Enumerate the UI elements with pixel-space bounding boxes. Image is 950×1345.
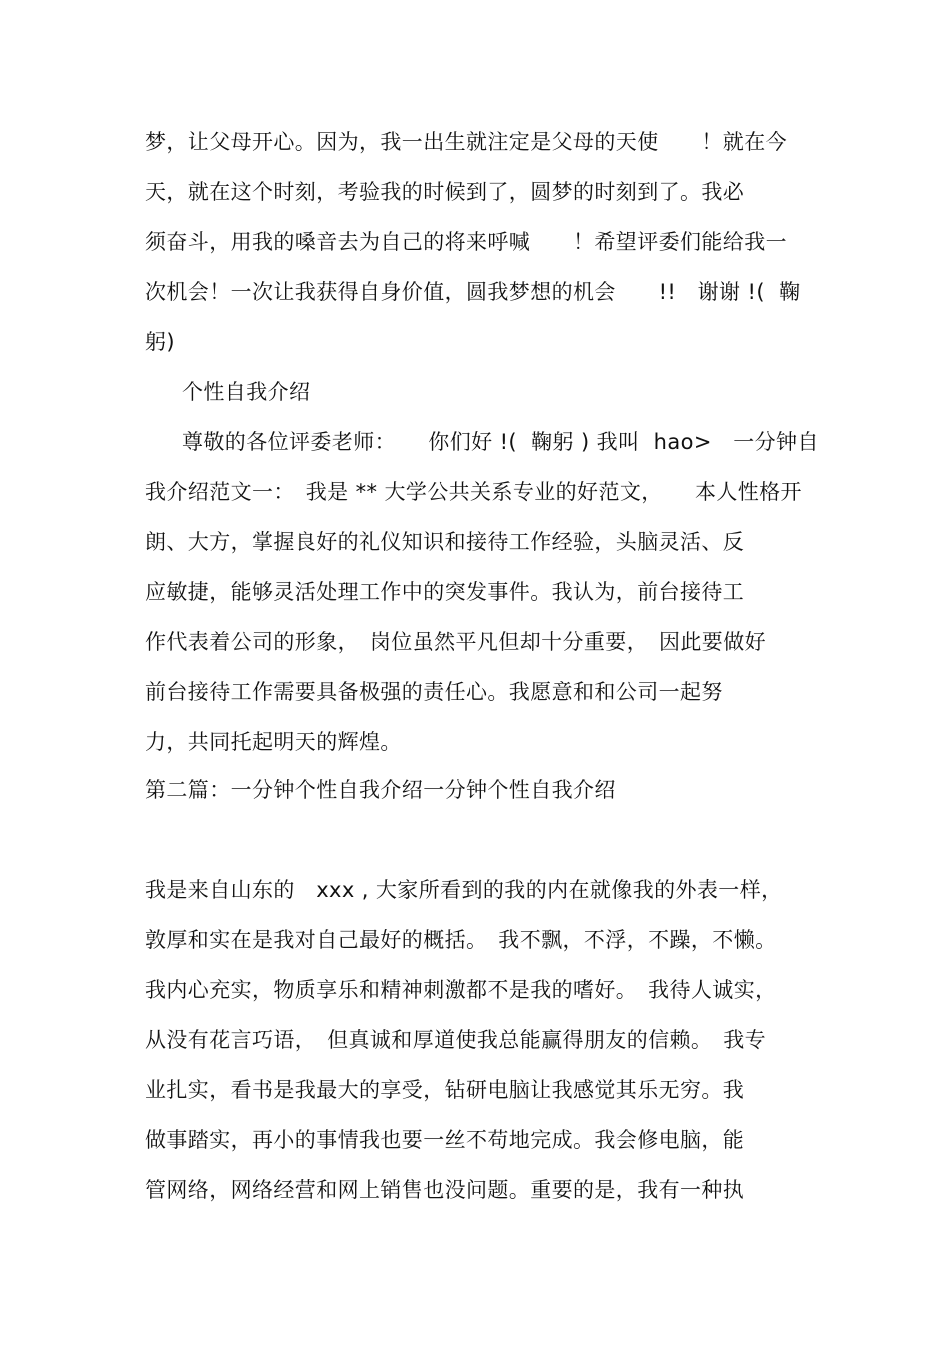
text-line: 我介绍范文一： 我是 ** 大学公共关系专业的好范文， 本人性格开 <box>145 480 802 504</box>
text-line: 应敏捷，能够灵活处理工作中的突发事件。我认为，前台接待工 <box>145 580 745 604</box>
text-line: 尊敬的各位评委老师： 你们好 !( 鞠躬 ) 我叫 hao> 一分钟自 <box>182 430 819 454</box>
chapter-heading: 第二篇：一分钟个性自我介绍一分钟个性自我介绍 <box>145 778 616 802</box>
text-line: 前台接待工作需要具备极强的责任心。我愿意和和公司一起努 <box>145 680 723 704</box>
text-line: 朗、大方，掌握良好的礼仪知识和接待工作经验，头脑灵活、反 <box>145 530 745 554</box>
text-line: 从没有花言巧语， 但真诚和厚道使我总能赢得朋友的信赖。 我专 <box>145 1028 766 1052</box>
text-line: 做事踏实，再小的事情我也要一丝不苟地完成。我会修电脑，能 <box>145 1128 745 1152</box>
text-line: 次机会！一次让我获得自身价值，圆我梦想的机会 !! 谢谢 !( 鞠 <box>145 280 801 304</box>
text-line: 梦，让父母开心。因为，我一出生就注定是父母的天使 ！就在今 <box>145 130 787 154</box>
text-line: 敦厚和实在是我对自己最好的概括。 我不飘，不浮，不躁，不懒。 <box>145 928 777 952</box>
section-heading: 个性自我介绍 <box>182 380 311 404</box>
text-line: 业扎实，看书是我最大的享受，钻研电脑让我感觉其乐无穷。我 <box>145 1078 745 1102</box>
text-line: 力，共同托起明天的辉煌。 <box>145 730 402 754</box>
text-line: 躬) <box>145 330 175 354</box>
text-line: 我是来自山东的 xxx , 大家所看到的我的内在就像我的外表一样， <box>145 878 783 902</box>
text-line: 管网络，网络经营和网上销售也没问题。重要的是，我有一种执 <box>145 1178 745 1202</box>
text-line: 天，就在这个时刻，考验我的时候到了，圆梦的时刻到了。我必 <box>145 180 745 204</box>
text-line: 须奋斗，用我的嗓音去为自己的将来呼喊 ！希望评委们能给我一 <box>145 230 787 254</box>
text-line: 作代表着公司的形象， 岗位虽然平凡但却十分重要， 因此要做好 <box>145 630 766 654</box>
text-line: 我内心充实，物质享乐和精神刺激都不是我的嗜好。 我待人诚实， <box>145 978 777 1002</box>
